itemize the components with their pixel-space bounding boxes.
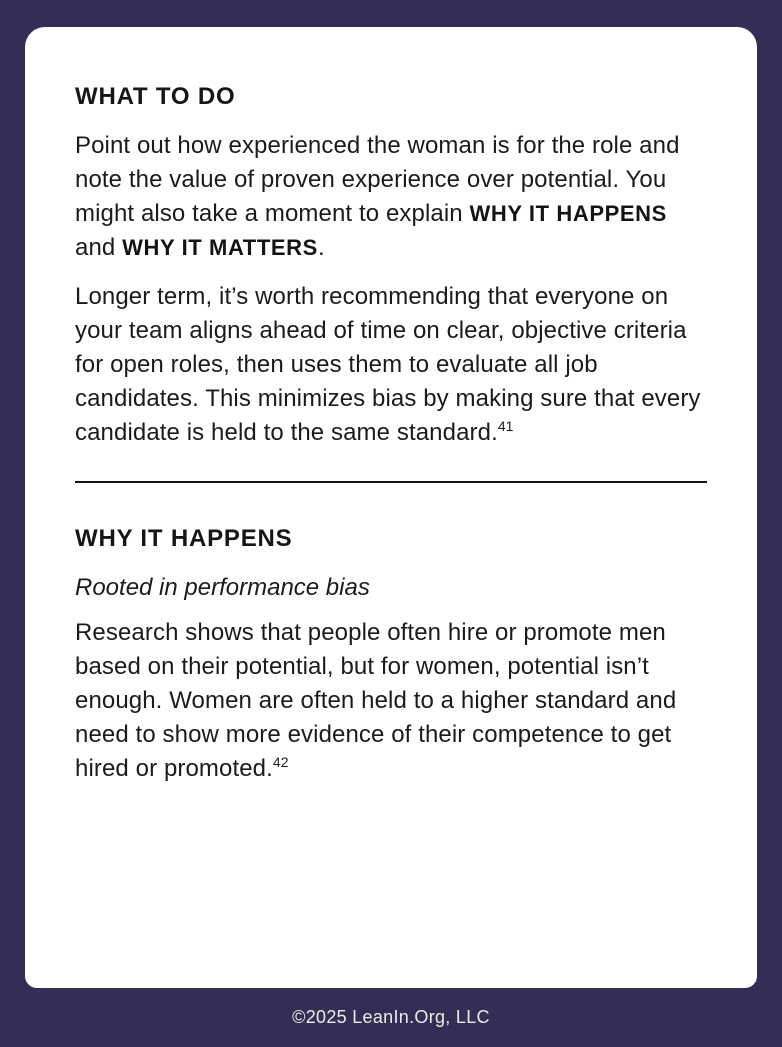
longer-term-paragraph — [75, 280, 707, 450]
copyright-text: ©2025 LeanIn.Org, LLC — [292, 1007, 490, 1027]
advice-text-lead: Point out how experienced the woman is for the role and note the value of proven experience over potential. You might also take a moment to explain — [75, 132, 680, 227]
footnote-ref-42: 42 — [272, 754, 289, 770]
research-paragraph — [75, 616, 707, 786]
why-it-happens-heading: WHY IT HAPPENS — [75, 525, 293, 552]
research-text: Research shows that people often hire or promote men based on their potential, but for women, potential isn’t enough. Women are often held to a higher standard and need to show more evidence of their competence to get hired or promoted. — [75, 619, 677, 782]
advice-text-connector: and — [75, 234, 123, 261]
ref-why-it-matters: WHY IT MATTERS — [122, 235, 318, 260]
ref-why-it-happens: WHY IT HAPPENS — [469, 201, 667, 226]
footnote-ref-41: 41 — [497, 418, 514, 434]
content-card — [25, 27, 757, 988]
advice-paragraph — [75, 129, 707, 265]
section-divider — [75, 481, 707, 483]
longer-term-text: Longer term, it’s worth recommending that everyone on your team aligns ahead of time on clear, objective criteria for open roles, then uses them to evaluate all job candidates. This minimizes bias by making sure that every candidate is held to the same standard. — [75, 283, 701, 446]
bias-type-subheading: Rooted in performance bias — [75, 574, 370, 601]
what-to-do-heading: WHAT TO DO — [75, 83, 236, 110]
advice-text-period: . — [317, 234, 325, 261]
footer-bar — [0, 988, 782, 1047]
